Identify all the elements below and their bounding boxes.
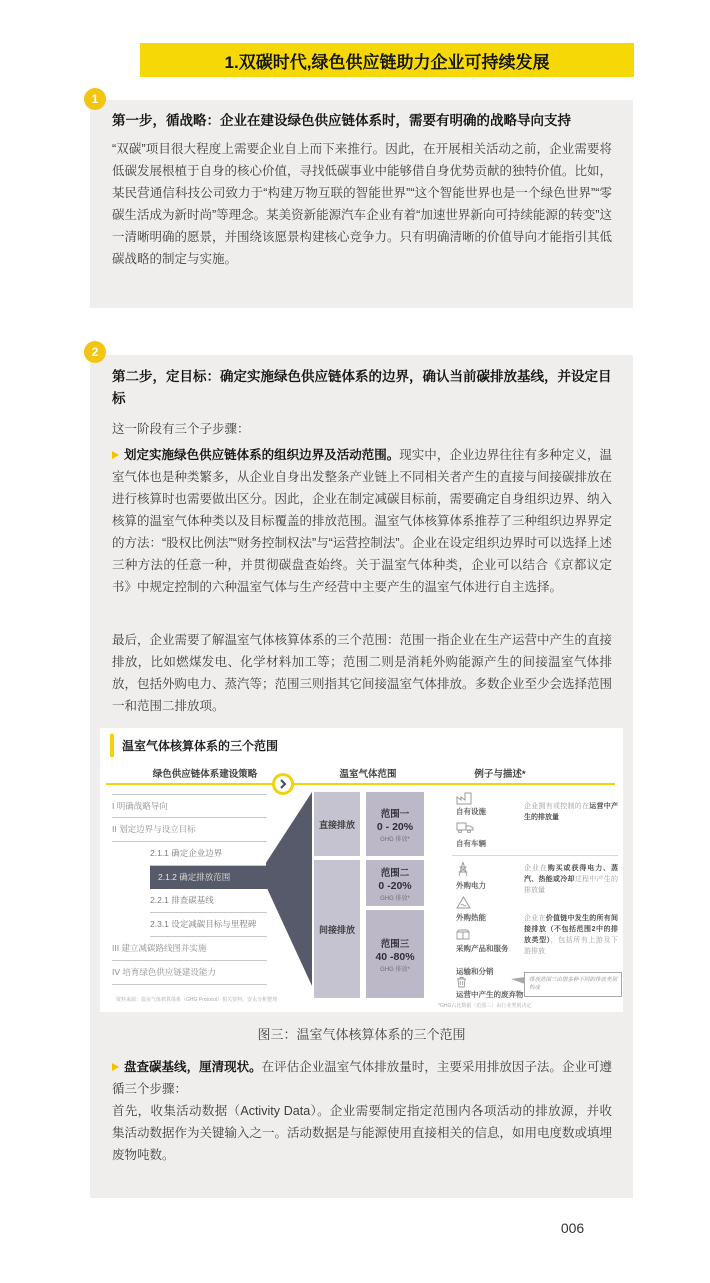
desc-pre: 企业在 xyxy=(524,915,546,922)
truck-icon xyxy=(456,822,474,833)
desc-bold: 运营中产生的排放量 xyxy=(524,803,618,821)
chevron-right-icon xyxy=(272,773,294,795)
example-label: 外购热能 xyxy=(456,913,486,922)
page-number: 006 xyxy=(560,1220,585,1236)
scope3-callout: 排放范围三由很多种不同的排放类别构成 xyxy=(524,972,622,997)
figure-col3-header: 例子与描述* xyxy=(474,769,526,780)
examples-divider xyxy=(452,855,618,856)
scope1-unit: GHG 排放* xyxy=(380,836,410,843)
section1-title: 第一步，循战略：企业在建设绿色供应链体系时，需要有明确的战略导向支持 xyxy=(112,113,571,128)
paragraph-lead: 盘查碳基线，厘清现状。 xyxy=(124,1060,262,1074)
scope3-name: 范围三 xyxy=(380,938,410,950)
scope1-name: 范围一 xyxy=(380,808,410,820)
section2-title: 第二步，定目标：确定实施绿色供应链体系的边界，确认当前碳排放基线，并设定目标 xyxy=(112,369,612,406)
scope1-description xyxy=(524,802,618,824)
scope2-unit: GHG 排放* xyxy=(380,895,410,902)
scope3-description xyxy=(524,914,618,957)
section2-paragraph-boundary xyxy=(112,444,612,598)
yellow-arrow-bullet-icon xyxy=(112,451,119,459)
figure-ghg-note: *GHG占比数据（范围三）由行业类别决定 xyxy=(438,1003,532,1009)
strategy-item-selected: 2.1.2 确定排放范围 xyxy=(150,866,267,889)
strategy-item: III 建立减碳路线图并实施 xyxy=(112,937,267,961)
step-badge-2 xyxy=(84,341,106,363)
heat-icon xyxy=(456,896,471,909)
figure-ghg-scopes xyxy=(100,728,623,1012)
strategy-item: IV 培育绿色供应链建设能力 xyxy=(112,961,267,985)
section2-intro: 这一阶段有三个子步骤： xyxy=(112,422,250,436)
step-badge-1 xyxy=(84,88,106,110)
direct-emissions-box: 直接排放 xyxy=(314,792,360,856)
scope3-percent: 40 -80% xyxy=(375,950,415,963)
section2-paragraph-baseline xyxy=(112,1056,612,1166)
paragraph-text2: 首先，收集活动数据（Activity Data）。企业需要制定指定范围内各项活动的排放源，并收集活动数据作为关键输入之一。活动数据是与能源使用直接相关的信息，如用电度数或填埋废物吨数。 xyxy=(112,1104,613,1162)
figure-col1-header: 绿色供应链体系建设策略 xyxy=(152,769,258,780)
package-icon xyxy=(456,929,470,940)
step-badge-2-number: 2 xyxy=(91,345,99,359)
figure-divider-line xyxy=(106,783,615,785)
scope3-box xyxy=(366,910,424,998)
desc-bold: 价值链中发生的所有间接排放（不包括范围2中的排放类型） xyxy=(524,915,618,944)
strategy-item: II 划定边界与设立目标 xyxy=(112,818,267,842)
strategy-item: 2.3.1 设定减碳目标与里程碑 xyxy=(150,913,267,937)
highlight-wedge xyxy=(266,792,312,986)
example-label: 外购电力 xyxy=(456,881,486,890)
indirect-emissions-box: 间接排放 xyxy=(314,860,360,998)
example-label: 运营中产生的废弃物 xyxy=(456,990,524,999)
desc-suf: 过程中产生的排放量 xyxy=(524,875,618,894)
example-label: 采购产品和服务 xyxy=(456,944,509,953)
paragraph-text: 在评估企业温室气体排放量时，主要采用排放因子法。企业可遵循三个步骤： xyxy=(112,1060,612,1096)
scope1-box xyxy=(366,792,424,856)
strategy-item: 2.1.1 确定企业边界 xyxy=(150,842,267,866)
paragraph-lead: 划定实施绿色供应链体系的组织边界及活动范围。 xyxy=(124,448,400,462)
chevron-glyph xyxy=(278,779,288,789)
section2-paragraph-scopes: 最后，企业需要了解温室气体核算体系的三个范围：范围一指企业在生产运营中产生的直接排放，比如燃煤发电、化学材料加工等；范围二则是消耗外购能源产生的间接温室气体排放，包括外购电力、蒸汽等；范围三则指其它间接温室气体排放。多数企业至少会选择范围一和范围二排放项。 xyxy=(112,633,613,713)
example-label: 自有车辆 xyxy=(456,839,486,848)
factory-icon xyxy=(456,792,473,805)
section1-body: “双碳”项目很大程度上需要企业自上而下来推行。因此，在开展相关活动之前，企业需要将低碳发展根植于自身的核心价值，寻找低碳事业中能够借自身优势贡献的独特价值。比如，某民营通信科技公司致力于“构建万物互联的智能世界”“这个智能世界也是一个绿色世界”“零碳生活成为新时尚”等理念。某美资新能源汽车企业有着“加速世界新向可持续能源的转变”这一清晰明确的愿景，并围绕该愿景构建核心竞争力。只有明确清晰的价值导向才能指引其低碳战略的制定与实施。 xyxy=(112,142,613,266)
figure-caption: 图三：温室气体核算体系的三个范围 xyxy=(257,1027,466,1042)
figure-col2-header: 温室气体范围 xyxy=(339,769,397,780)
trash-icon xyxy=(456,976,467,988)
paragraph-text: 现实中，企业边界往往有多种定义，温室气体也是种类繁多，从企业自身出发整条产业链上不同相关者产生的直接与间接碳排放在进行核算时也需要做出区分。因此，企业在制定减碳目标前，需要确定自身组织边界、纳入核算的温室气体种类以及目标覆盖的排放范围。温室气体核算体系推荐了三种组织边界界定的方法：“股权比例法”“财务控制权法”与“运营控制法”。企业在设定组织边界时可以选择上述三种方法的任意一种，并贯彻碳盘查始终。关于温室气体种类，企业可以结合《京都议定书》中规定控制的六种温室气体与生产经营中主要产生的温室气体进行自主选择。 xyxy=(112,448,613,594)
scope2-box xyxy=(366,860,424,906)
chapter-title: 1.双碳时代,绿色供应链助力企业可持续发展 xyxy=(224,52,550,72)
desc-pre: 企业在 xyxy=(524,865,548,872)
scope1-percent: 0 - 20% xyxy=(376,820,414,833)
scope3-unit: GHG 排放* xyxy=(380,966,410,973)
example-label: 自有设施 xyxy=(456,807,486,816)
desc-suf: ，包括所有上游及下游排放 xyxy=(524,936,619,955)
figure-title: 温室气体核算体系的三个范围 xyxy=(110,734,278,757)
figure-source-note: 资料来源：温室气体核算体系（GHG Protocol）相关资料，安永分析整理 xyxy=(116,997,278,1003)
strategy-item: I 明确战略导向 xyxy=(112,794,267,818)
scope2-percent: 0 -20% xyxy=(378,879,412,892)
desc-bold: 购买或获得电力、蒸汽、热能或冷却 xyxy=(524,865,619,883)
scope2-name: 范围二 xyxy=(380,867,410,879)
pylon-icon xyxy=(456,861,470,877)
yellow-arrow-bullet-icon xyxy=(112,1063,119,1071)
strategy-list xyxy=(112,794,267,985)
chapter-banner xyxy=(140,43,634,77)
scope2-description xyxy=(524,864,618,897)
desc-pre: 企业拥有或控制的在 xyxy=(524,803,590,810)
strategy-item: 2.2.1 排查碳基线 xyxy=(150,889,267,913)
step-badge-1-number: 1 xyxy=(91,92,99,106)
example-label: 运输和分销 xyxy=(456,967,494,976)
